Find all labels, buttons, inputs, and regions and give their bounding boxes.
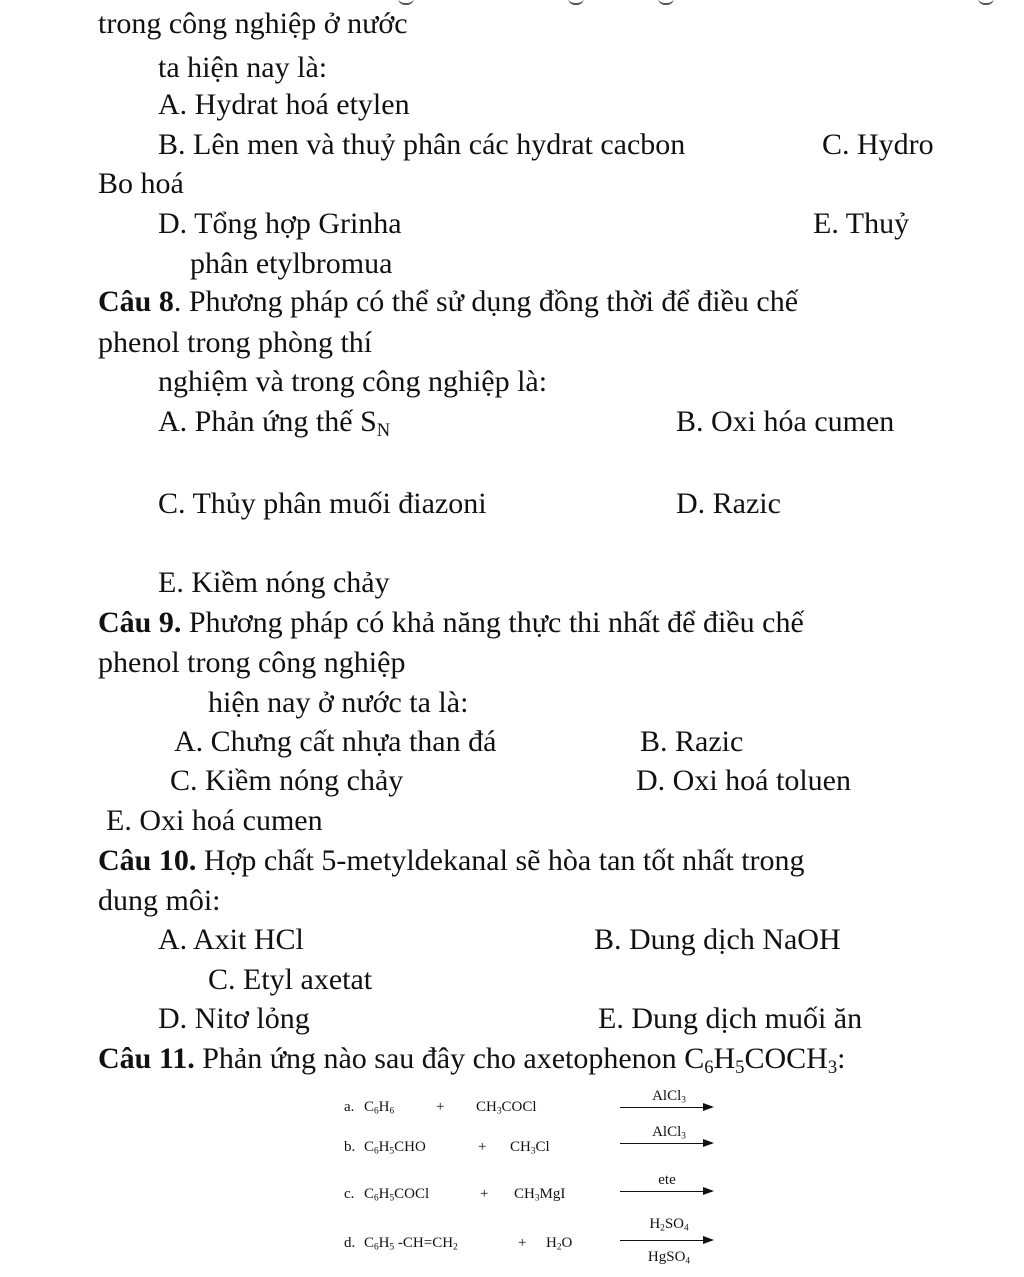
reaction-c-label: c.: [344, 1186, 355, 1202]
reaction-b-arrow-icon: [620, 1143, 712, 1144]
q7-option-e-continued: phân etylbromua: [190, 247, 393, 280]
reaction-d-plus: +: [518, 1235, 527, 1251]
reaction-a-condition: AlCl$_3$: [652, 1088, 686, 1106]
reaction-a-reactant-1: $C_6H_6$: [364, 1099, 395, 1117]
reaction-d-condition-top: $H_2SO_4$: [649, 1216, 689, 1234]
q8-option-a: [158, 404, 390, 440]
q11-text-1: Phản ứng nào sau đây cho axetophenon: [194, 1042, 685, 1075]
reaction-b-condition: AlCl$_3$: [652, 1124, 686, 1142]
reaction-c-reactant-1: $C_6H_5COCl$: [364, 1186, 430, 1204]
q10-heading: [98, 843, 805, 879]
q8-option-e: E. Kiềm nóng chảy: [158, 566, 390, 599]
q9-text-1: Phương pháp có khả năng thực thi nhất để điều chế: [181, 606, 804, 639]
q9-text-3: hiện nay ở nước ta là:: [208, 686, 469, 719]
q11-heading: [98, 1041, 845, 1077]
q11-number: Câu 11.: [98, 1042, 195, 1075]
reaction-c-reactant-2: $CH_3MgI$: [514, 1186, 566, 1204]
reaction-d-label: d.: [344, 1235, 356, 1251]
q11-colon: :: [837, 1042, 846, 1075]
q7-option-d: D. Tổng hợp Grinha: [158, 207, 402, 240]
reaction-d-reactant-2: $H_2O$: [546, 1235, 573, 1253]
q9-option-d: D. Oxi hoá toluen: [636, 764, 851, 797]
reaction-b-reactant-1: $C_6H_5CHO$: [364, 1139, 426, 1157]
q8-number: Câu 8: [98, 285, 174, 318]
q7-option-e: E. Thuỷ: [813, 207, 910, 240]
q7-option-c-continued: Bo hoá: [98, 167, 184, 200]
reaction-d-arrow-icon: [620, 1240, 712, 1241]
q9-option-a: A. Chưng cất nhựa than đá: [174, 725, 497, 758]
q10-option-a: A. Axit HCl: [158, 923, 304, 956]
reaction-b-label: b.: [344, 1139, 356, 1155]
q10-option-e: E. Dung dịch muối ăn: [598, 1002, 863, 1035]
q7-option-b: B. Lên men và thuỷ phân các hydrat cacbon: [158, 128, 686, 161]
reaction-c-plus: +: [480, 1186, 489, 1202]
reaction-b-plus: +: [478, 1139, 487, 1155]
q10-option-b: B. Dung dịch NaOH: [594, 923, 841, 956]
q8-text-1: . Phương pháp có thể sử dụng đồng thời để điều chế: [173, 285, 799, 318]
reaction-a-reactant-2: $CH_3COCl$: [476, 1099, 537, 1117]
q8-option-c: C. Thủy phân muối điazoni: [158, 487, 487, 520]
q10-text-2: dung môi:: [98, 884, 221, 917]
reaction-a-plus: +: [436, 1099, 445, 1115]
q8-text-3: nghiệm và trong công nghiệp là:: [158, 365, 548, 398]
q9-option-b: B. Razic: [640, 725, 744, 758]
reaction-c-arrow-icon: [620, 1191, 712, 1192]
q7-line-2: ta hiện nay là:: [158, 51, 328, 84]
q8-heading: [98, 284, 798, 320]
q7-option-c: C. Hydro: [822, 128, 934, 161]
q8-option-b: B. Oxi hóa cumen: [676, 405, 895, 438]
q9-option-c: C. Kiềm nóng chảy: [170, 764, 404, 797]
q10-option-c: C. Etyl axetat: [208, 963, 373, 996]
q10-number: Câu 10.: [98, 844, 197, 877]
q9-number: Câu 9.: [98, 606, 182, 639]
reaction-d-condition-bottom: HgSO$_4$: [647, 1249, 691, 1267]
reaction-b-reactant-2: $CH_3Cl$: [510, 1139, 550, 1157]
reaction-c-condition: ete: [658, 1172, 676, 1188]
q7-line-1: trong công nghiệp ở nước: [98, 7, 408, 40]
q9-option-e: E. Oxi hoá cumen: [106, 804, 323, 837]
q10-option-d: D. Nitơ lỏng: [158, 1002, 310, 1035]
reaction-a-label: a.: [344, 1099, 355, 1115]
q10-text-1: Hợp chất 5-metyldekanal sẽ hòa tan tốt nhất trong: [196, 844, 805, 877]
q8-option-a-text: A. Phản ứng thế S: [158, 405, 377, 438]
q8-option-a-subscript: N: [376, 420, 391, 442]
q8-option-d: D. Razic: [676, 487, 781, 520]
reaction-d-reactant-1: $C_6H_5$ $-CH=CH_2$: [364, 1235, 458, 1253]
q8-text-2: phenol trong phòng thí: [98, 326, 373, 359]
q7-option-a: A. Hydrat hoá etylen: [158, 88, 410, 121]
q9-text-2: phenol trong công nghiệp: [98, 646, 406, 679]
reaction-a-arrow-icon: [620, 1107, 712, 1108]
q9-heading: [98, 605, 804, 641]
cropped-previous-line: [98, 0, 958, 4]
q11-formula: $C_6H_5COCH_3$: [684, 1042, 838, 1079]
